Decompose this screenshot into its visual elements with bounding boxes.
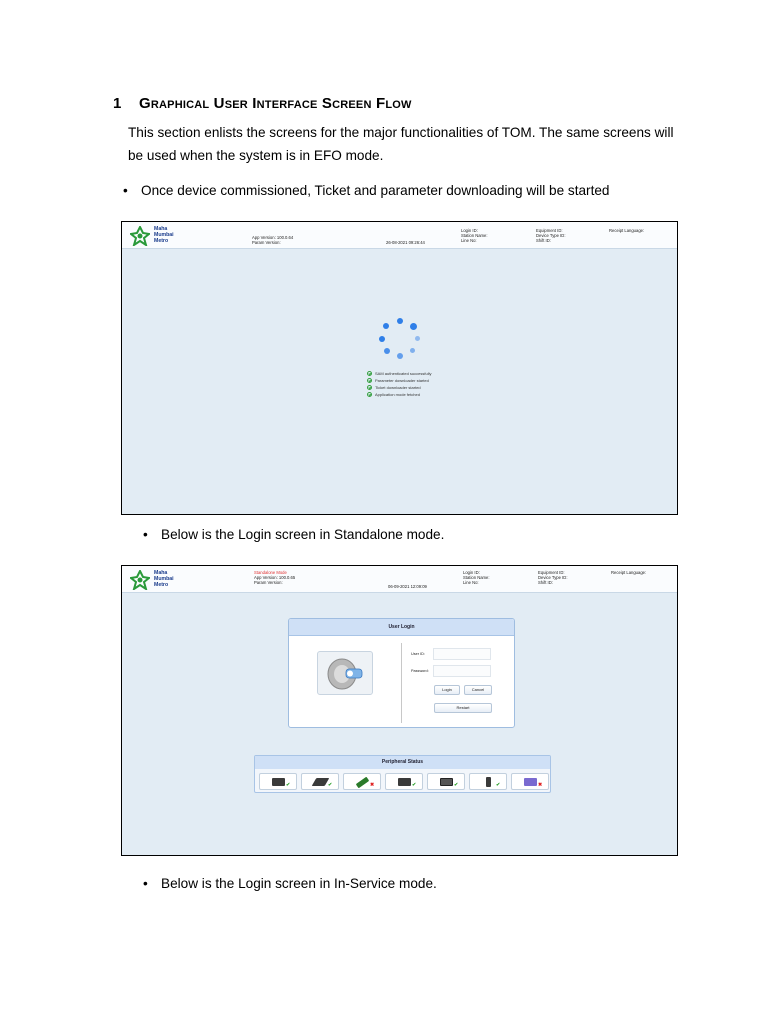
datetime: 26-08-2021 09:26:44 (386, 240, 425, 245)
equipment-info: Equipment ID: Device Type ID: Shift ID: (536, 228, 566, 244)
check-icon (367, 385, 372, 390)
metro-logo-icon (130, 226, 150, 246)
cancel-button[interactable]: Cancel (464, 685, 492, 695)
check-icon (367, 392, 372, 397)
status-ok-icon: ✔ (412, 782, 417, 788)
peripheral-title: Peripheral Status (255, 756, 550, 769)
barcode-scanner-icon (356, 777, 370, 789)
equipment-info: Equipment ID: Device Type ID: Shift ID: (538, 570, 568, 586)
app-version: App Version: 100.0.65 (254, 575, 296, 581)
version-info (254, 570, 295, 586)
status-ok-icon: ✔ (496, 782, 501, 788)
status-item: Ticket downloader started (367, 384, 431, 391)
version-info (252, 235, 293, 245)
user-login-dialog (288, 618, 515, 728)
user-id-input[interactable] (433, 648, 491, 660)
bullet-item (143, 876, 437, 891)
peripheral-item (259, 773, 297, 790)
param-version: Param Version: (254, 580, 283, 586)
peripheral-item (301, 773, 339, 790)
login-button[interactable]: Login (434, 685, 460, 695)
peripheral-item (343, 773, 381, 790)
bullet-dot: • (143, 527, 148, 542)
peripheral-item (511, 773, 549, 790)
status-ok-icon: ✔ (454, 782, 459, 788)
bullet-text: Below is the Login screen in In-Service mode. (161, 876, 437, 891)
peripheral-item (385, 773, 423, 790)
password-label: Password: (411, 669, 429, 673)
qr-reader-icon (398, 778, 411, 786)
receipt-language: Receipt Language: (611, 570, 647, 575)
loading-screen-screenshot (121, 221, 678, 515)
display-icon (440, 778, 453, 786)
divider (401, 643, 402, 723)
status-error-icon: ✖ (370, 782, 375, 788)
user-id-label: User ID: (411, 652, 425, 656)
status-error-icon: ✖ (538, 782, 543, 788)
section-intro: This section enlists the screens for the major functionalities of TOM. The same screens will be used when the system is in EFO mode. (128, 125, 674, 163)
peripheral-item (427, 773, 465, 790)
bullet-text: Once device commissioned, Ticket and parameter downloading will be started (141, 183, 610, 198)
check-icon (367, 371, 372, 376)
ticket-printer-icon (272, 778, 285, 786)
dialog-title: User Login (289, 619, 514, 636)
maha-mumbai-metro-logo (130, 226, 190, 246)
receipt-language: Receipt Language: (609, 228, 645, 233)
status-item: Parameter downloader started (367, 377, 431, 384)
password-input[interactable] (433, 665, 491, 677)
mode-label: Standalone Mode (254, 570, 287, 575)
section-heading (113, 95, 412, 112)
bullet-dot: • (143, 876, 148, 891)
status-item: SAM authenticated successfully (367, 370, 431, 377)
receipt-printer-icon (524, 778, 537, 786)
login-info: Login ID: Station Name: Line No: (461, 228, 488, 244)
status-ok-icon: ✔ (328, 782, 333, 788)
key-lock-icon (317, 651, 373, 695)
status-ok-icon: ✔ (286, 782, 291, 788)
bullet-dot: • (123, 183, 128, 198)
logo-text: Maha Mumbai Metro (154, 226, 174, 244)
logo-text: Maha Mumbai Metro (154, 570, 174, 588)
login-info: Login ID: Station Name: Line No: (463, 570, 490, 586)
card-reader-icon (312, 778, 333, 788)
maha-mumbai-metro-logo (130, 570, 190, 590)
header-bar (122, 566, 677, 593)
bullet-text: Below is the Login screen in Standalone mode. (161, 527, 445, 542)
section-title: Graphical User Interface Screen Flow (139, 95, 412, 112)
section-number: 1 (113, 95, 122, 112)
header-bar (122, 222, 677, 249)
loading-spinner (378, 316, 422, 360)
peripheral-status-panel (254, 755, 551, 793)
datetime: 06-09-2021 12:09:09 (388, 584, 427, 589)
status-checklist (367, 370, 431, 398)
standalone-login-screenshot (121, 565, 678, 856)
metro-logo-icon (130, 570, 150, 590)
status-item: Application mode fetched (367, 391, 431, 398)
bullet-item (143, 527, 445, 542)
app-version: App Version: 100.0.64 (252, 235, 294, 240)
bullet-item (123, 183, 610, 198)
usb-device-icon (486, 777, 491, 787)
restart-button[interactable]: Restart (434, 703, 492, 713)
peripheral-item (469, 773, 507, 790)
check-icon (367, 378, 372, 383)
param-version: Param Version: (252, 240, 281, 246)
